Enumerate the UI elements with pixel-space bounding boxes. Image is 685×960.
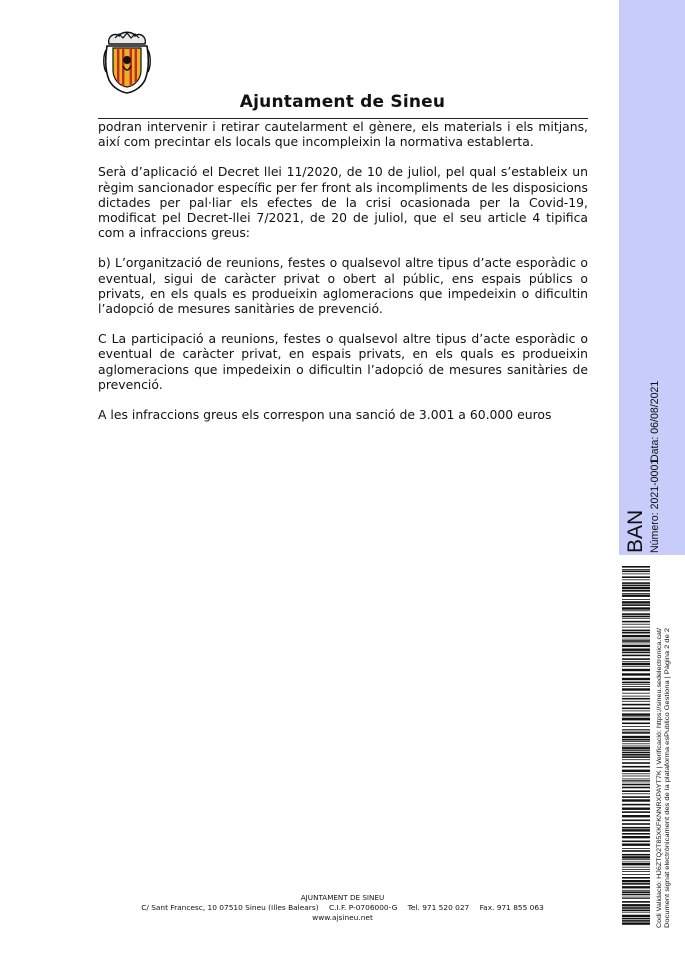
barcode-bar bbox=[622, 576, 650, 578]
barcode-bar bbox=[622, 635, 650, 637]
barcode-bar bbox=[622, 652, 650, 654]
barcode-bar bbox=[622, 784, 650, 786]
coat-of-arms-icon bbox=[103, 30, 151, 94]
barcode-bar bbox=[622, 779, 650, 780]
barcode-bar bbox=[622, 711, 650, 712]
barcode-bar bbox=[622, 595, 650, 597]
barcode-bar bbox=[622, 569, 650, 570]
barcode-bar bbox=[622, 773, 650, 774]
barcode-bar bbox=[622, 762, 650, 764]
barcode-bar bbox=[622, 787, 650, 789]
barcode-bar bbox=[622, 590, 650, 592]
barcode-bar bbox=[622, 752, 650, 754]
barcode-bar bbox=[622, 673, 650, 675]
barcode-bar bbox=[622, 910, 650, 912]
barcode-bar bbox=[622, 655, 650, 657]
barcode-bar bbox=[622, 827, 650, 829]
barcode-bar bbox=[622, 613, 650, 615]
barcode-bar bbox=[622, 776, 650, 777]
barcode-bar bbox=[622, 701, 650, 702]
doc-date: Data: 06/08/2021 bbox=[649, 380, 661, 462]
barcode-bar bbox=[622, 886, 650, 888]
barcode-bar bbox=[622, 890, 650, 891]
barcode-bar bbox=[622, 854, 650, 856]
barcode-bar bbox=[622, 811, 650, 813]
barcode-bar bbox=[622, 729, 650, 730]
barcode-bar bbox=[622, 796, 650, 798]
footer-name: AJUNTAMENT DE SINEU bbox=[300, 893, 385, 902]
barcode-bar bbox=[622, 624, 650, 625]
barcode-bar bbox=[622, 844, 650, 846]
barcode-bar bbox=[622, 804, 650, 806]
paragraph: A les infraccions greus els correspon una sanció de 3.001 a 60.000 euros bbox=[98, 407, 552, 423]
barcode-bar bbox=[622, 754, 650, 756]
barcode-bar bbox=[622, 915, 650, 917]
barcode-bar bbox=[622, 780, 650, 781]
footer-fax: Fax. 971 855 063 bbox=[479, 903, 544, 912]
barcode-bar bbox=[622, 848, 650, 849]
barcode-bar bbox=[622, 782, 650, 783]
document-body bbox=[98, 119, 588, 437]
barcode-bar bbox=[622, 874, 650, 875]
barcode-bar bbox=[622, 579, 650, 580]
barcode-bar bbox=[622, 582, 650, 584]
barcode-bar bbox=[622, 630, 650, 632]
barcode-bar bbox=[622, 901, 650, 903]
barcode-bar bbox=[622, 640, 650, 642]
doc-number: Número: 2021-0001 bbox=[649, 458, 661, 553]
barcode-bar bbox=[622, 658, 650, 660]
barcode-bar bbox=[622, 627, 650, 628]
barcode-bar bbox=[622, 793, 650, 794]
barcode-bar bbox=[622, 661, 650, 662]
barcode-bar bbox=[622, 904, 650, 906]
barcode-bar bbox=[622, 663, 650, 665]
barcode-bar bbox=[622, 894, 650, 896]
barcode-bar bbox=[622, 604, 650, 606]
document-metadata bbox=[620, 380, 684, 555]
paragraph: C La participació a reunions, festes o qualsevol altre tipus d’acte esporàdic o eventual de caràcter privat, en espais privats, en els quals es produeixin aglomeracions que impedeixin o dificultin l’adopció de mesures sanitàries de prevenció. bbox=[98, 331, 588, 392]
barcode-bar bbox=[622, 645, 650, 647]
barcode-bar bbox=[622, 618, 650, 619]
barcode-bar bbox=[622, 593, 650, 594]
barcode-bar bbox=[622, 571, 650, 573]
barcode-bar bbox=[622, 739, 650, 741]
paragraph: podran intervenir i retirar cautelarment el gènere, els materials i els mitjans, així com precintar els locals que incompleixin la normativa establerta. bbox=[98, 119, 588, 150]
barcode-bar bbox=[622, 815, 650, 817]
barcode-bar bbox=[622, 678, 650, 680]
barcode-bar bbox=[622, 862, 650, 863]
footer-tel: Tel. 971 520 027 bbox=[407, 903, 470, 912]
barcode-bar bbox=[622, 918, 650, 920]
barcode-bar bbox=[622, 841, 650, 843]
barcode-bar bbox=[622, 616, 650, 618]
barcode-bar bbox=[622, 856, 650, 858]
barcode-bar bbox=[622, 566, 650, 568]
barcode-bar bbox=[622, 746, 650, 747]
footer-address-line bbox=[0, 903, 685, 913]
footer-address: C/ Sant Francesc, 10 07510 Sineu (Illes Balears) bbox=[141, 903, 319, 912]
barcode-bar bbox=[622, 666, 650, 667]
barcode-bar bbox=[622, 713, 650, 715]
barcode-bar bbox=[622, 759, 650, 760]
barcode-bar bbox=[622, 799, 650, 801]
verification-barcode-area bbox=[620, 564, 684, 930]
barcode-bar bbox=[622, 585, 650, 587]
barcode-bar bbox=[622, 632, 650, 634]
footer-web: www.ajsineu.net bbox=[312, 913, 373, 922]
doc-type-label: BAN bbox=[624, 509, 647, 553]
page-footer bbox=[0, 893, 685, 923]
barcode-bar bbox=[622, 723, 650, 725]
barcode-bar bbox=[622, 708, 650, 710]
barcode-bar bbox=[622, 898, 650, 899]
barcode-bar bbox=[622, 756, 650, 758]
verification-code: Codi Validació: HJ6ZTQ2T85XKFKNNRXPAYT7K | Verificació: https://sineu.sedelectronica.cat/ bbox=[656, 659, 663, 928]
barcode-bar bbox=[622, 741, 650, 742]
barcode-bar bbox=[622, 836, 650, 838]
barcode-bar bbox=[622, 704, 650, 706]
barcode-bar bbox=[622, 867, 650, 868]
barcode-bar bbox=[622, 869, 650, 870]
barcode-bar bbox=[622, 682, 650, 684]
paragraph: b) L’organització de reunions, festes o qualsevol altre tipus d’acte esporàdic o eventual, sigui de caràcter privat o obert al públic, ens espais públics o privats, en els quals es produeixin aglomeracions que impedeixin o dificultin l’adopció de mesures sanitàries de prevenció. bbox=[98, 255, 588, 317]
barcode-bar bbox=[622, 808, 650, 810]
barcode-bar bbox=[622, 922, 650, 924]
barcode-bar bbox=[622, 790, 650, 792]
barcode-bar bbox=[622, 829, 650, 831]
barcode-bar bbox=[622, 731, 650, 732]
barcode-bar bbox=[622, 833, 650, 835]
barcode-bar bbox=[622, 770, 650, 772]
barcode-bar bbox=[622, 621, 650, 623]
barcode-bar bbox=[622, 766, 650, 768]
barcode-bar bbox=[622, 726, 650, 727]
barcode-bar bbox=[622, 750, 650, 751]
verification-note: Document signat electrònicament des de la plataforma esPublico Gestiona | Pàgina 2 de 2 bbox=[664, 671, 671, 928]
footer-cif: C.I.F. P-0706000-G bbox=[328, 903, 398, 912]
barcode-bar bbox=[622, 693, 650, 694]
barcode-bar bbox=[622, 863, 650, 865]
barcode-bar bbox=[622, 688, 650, 690]
barcode-bar bbox=[622, 871, 650, 872]
barcode-bar bbox=[622, 880, 650, 882]
barcode-bar bbox=[622, 684, 650, 685]
barcode-bar bbox=[622, 883, 650, 885]
barcode-bar bbox=[622, 820, 650, 822]
barcode-bar bbox=[622, 607, 650, 609]
barcode-bar bbox=[622, 698, 650, 700]
barcode-bar bbox=[622, 859, 650, 860]
barcode-bar bbox=[622, 587, 650, 589]
barcode-bar bbox=[622, 907, 650, 909]
paragraph: Serà d’aplicació el Decret llei 11/2020, de 10 de juliol, pel qual s’estableix un règim sancionador específic per fer front als incompliments de les disposicions dictades per pal·liar els efectes de la crisi ocasionada per la Covid-19, modificat pel Decret-llei 7/2021, de 20 de juliol, que el seu article 4 tipifica com a infraccions greus: bbox=[98, 164, 588, 241]
barcode-bar bbox=[622, 643, 650, 644]
barcode-bar bbox=[622, 743, 650, 744]
barcode-bar bbox=[622, 601, 650, 603]
barcode-bar bbox=[622, 732, 650, 734]
barcode-bar bbox=[622, 717, 650, 718]
barcode-bar bbox=[622, 718, 650, 720]
barcode-bar bbox=[622, 649, 650, 651]
barcode-bar bbox=[622, 850, 650, 852]
barcode-bar bbox=[622, 574, 650, 575]
barcode-bar bbox=[622, 639, 650, 640]
barcode-bar bbox=[622, 891, 650, 893]
barcode-bar bbox=[622, 669, 650, 671]
barcode bbox=[622, 566, 650, 925]
barcode-bar bbox=[622, 747, 650, 749]
barcode-bar bbox=[622, 736, 650, 738]
barcode-bar bbox=[622, 823, 650, 825]
barcode-bar bbox=[622, 696, 650, 697]
barcode-bar bbox=[622, 686, 650, 687]
barcode-bar bbox=[622, 912, 650, 913]
barcode-bar bbox=[622, 610, 650, 611]
barcode-bar bbox=[622, 920, 650, 922]
barcode-bar bbox=[622, 877, 650, 879]
page-title: Ajuntament de Sineu bbox=[239, 92, 446, 112]
barcode-bar bbox=[622, 897, 650, 898]
barcode-bar bbox=[622, 599, 650, 600]
